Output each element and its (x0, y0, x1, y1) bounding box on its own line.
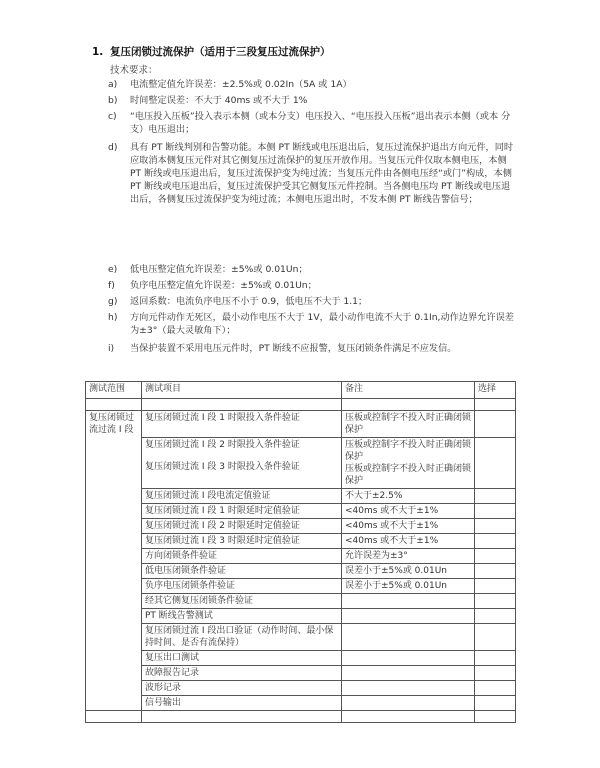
item-cell (142, 651, 342, 666)
note-cell (342, 438, 475, 489)
select-cell[interactable] (475, 504, 516, 519)
table-row (86, 651, 516, 666)
note-line: 压板或控制字不投入时正确闭锁保护 (345, 464, 472, 486)
requirement-label: g) (108, 296, 118, 307)
tech-requirements-label: 技术要求： (110, 65, 158, 76)
item-line: 复压闭锁过流 I 段 1 时限投入条件验证 (145, 413, 300, 423)
requirement-text: 电流整定值允许误差：±2.5%或 0.02In（5A 或 1A） (130, 79, 352, 90)
section-number: 1. (92, 46, 104, 58)
item-cell (142, 609, 342, 624)
item-line: 复压闭锁过流 I 段 2 时限延时定值验证 (145, 521, 300, 531)
table-row (86, 489, 516, 504)
item-cell (142, 681, 342, 696)
note-cell (342, 549, 475, 564)
item-line: 经其它侧复压闭锁条件验证 (145, 596, 254, 606)
requirement-text: 当保护装置不采用电压元件时，PT 断线不应报警，复压闭锁条件满足不应发信。 (130, 343, 457, 354)
note-line: 压板或控制字不投入时正确闭锁保护 (345, 440, 472, 462)
item-cell (142, 579, 342, 594)
note-cell (342, 489, 475, 504)
requirement-label: h) (108, 312, 118, 323)
note-cell (342, 519, 475, 534)
section-heading (92, 44, 331, 59)
select-cell[interactable] (475, 624, 516, 651)
note-cell (342, 666, 475, 681)
blank-row (86, 399, 516, 411)
requirement-label: d) (108, 142, 118, 153)
note-cell (342, 624, 475, 651)
select-cell[interactable] (475, 579, 516, 594)
table-row (86, 519, 516, 534)
note-line: 误差小于±5%或 0.01Un (345, 581, 448, 591)
note-cell (342, 504, 475, 519)
item-cell (142, 696, 342, 711)
select-cell[interactable] (475, 438, 516, 489)
requirement-text: 时间整定误差：不大于 40ms 或不大于 1% (130, 95, 308, 106)
item-cell (142, 549, 342, 564)
select-cell[interactable] (475, 489, 516, 504)
note-cell (342, 609, 475, 624)
select-cell[interactable] (475, 681, 516, 696)
header-item: 测试项目 (142, 382, 342, 399)
item-cell (142, 624, 342, 651)
note-line: <40ms 或不大于±1% (345, 536, 439, 546)
item-line: 复压闭锁过流 I 段电流定值验证 (145, 491, 271, 501)
test-items-table (85, 381, 516, 723)
requirement-label: e) (108, 264, 118, 275)
note-line: 不大于±2.5% (345, 491, 403, 501)
item-line: PT 断线告警测试 (145, 611, 213, 621)
table-header-row (86, 382, 516, 399)
item-line: 负序电压闭锁条件验证 (145, 581, 236, 591)
table-row (86, 534, 516, 549)
table-row (86, 549, 516, 564)
select-cell[interactable] (475, 594, 516, 609)
select-cell[interactable] (475, 564, 516, 579)
item-cell (142, 666, 342, 681)
requirement-text: 负序电压整定值允许误差：±5%或 0.01Un； (130, 280, 317, 291)
table-row (86, 504, 516, 519)
item-cell (142, 519, 342, 534)
table-row (86, 681, 516, 696)
note-cell (342, 534, 475, 549)
table-row (86, 438, 516, 489)
table-row (86, 624, 516, 651)
select-cell[interactable] (475, 609, 516, 624)
table-row (86, 411, 516, 438)
requirement-label: b) (108, 95, 118, 106)
item-cell (142, 411, 342, 438)
item-line: 复压闭锁过流 I 段 1 时限延时定值验证 (145, 506, 300, 516)
scope-cell: 复压闭锁过流过流 I 段 (86, 411, 142, 711)
note-line: 误差小于±5%或 0.01Un (345, 566, 448, 576)
requirement-text: 具有 PT 断线判别和告警功能。本侧 PT 断线或电压退出后，复压过流保护退出方向元件，同时应取消本侧复压元件对其它侧复压过流保护的复压开放作用。当复压元件仅取本侧电压，本侧 PT 断线或电压退出后，复压过流保护变为纯过流；当复压元件由各侧电压经“或门”构成，本侧 PT 断线或电压退出后，复压过流保护受其它侧复压元件控制。当各侧电压均 PT 断线或电压退出后，各侧复压过流保护变为纯过流；本侧电压退出时，不发本侧 PT 断线告警信号； (130, 142, 514, 205)
note-cell (342, 579, 475, 594)
select-cell[interactable] (475, 666, 516, 681)
table-row (86, 594, 516, 609)
item-line: 低电压闭锁条件验证 (145, 566, 227, 576)
note-cell (342, 564, 475, 579)
note-cell (342, 696, 475, 711)
note-cell (342, 681, 475, 696)
requirement-text: 返回系数：电流负序电压不小于 0.9，低电压不大于 1.1； (130, 296, 368, 307)
item-cell (142, 534, 342, 549)
note-line: 压板或控制字不投入时正确闭锁保护 (345, 413, 472, 435)
item-cell (142, 504, 342, 519)
select-cell[interactable] (475, 534, 516, 549)
table-row (86, 564, 516, 579)
note-cell (342, 651, 475, 666)
header-note: 备注 (342, 382, 475, 399)
table-row (86, 609, 516, 624)
item-cell (142, 594, 342, 609)
note-line: 允许误差为±3° (345, 551, 408, 561)
requirement-text: 方向元件动作无死区，最小动作电压不大于 1V，最小动作电流不大于 0.1In,动作边界允许误差为±3°（最大灵敏角下）； (130, 312, 514, 336)
item-line: 波形记录 (145, 683, 182, 693)
requirement-text: “电压投入压板”投入表示本侧（或本分支）电压投入、“电压投入压板”退出表示本侧（或本 分支）电压退出； (130, 111, 511, 135)
select-cell[interactable] (475, 411, 516, 438)
item-line: 复压闭锁过流 I 段出口验证（动作时间、最小保持时间、是否有流保持） (145, 626, 334, 648)
requirement-label: i) (108, 343, 115, 354)
item-cell (142, 438, 342, 489)
note-cell (342, 411, 475, 438)
note-line: <40ms 或不大于±1% (345, 506, 439, 516)
requirement-label: a) (108, 79, 118, 90)
select-cell[interactable] (475, 651, 516, 666)
note-line: <40ms 或不大于±1% (345, 521, 439, 531)
item-line: 方向闭锁条件验证 (145, 551, 218, 561)
item-line: 复压闭锁过流 I 段 2 时限投入条件验证 (145, 440, 300, 450)
item-line: 复压出口测试 (145, 653, 200, 663)
item-cell (142, 489, 342, 504)
item-line: 信号输出 (145, 698, 182, 708)
requirement-label: c) (108, 111, 117, 122)
header-scope: 测试范围 (86, 382, 142, 399)
item-line: 复压闭锁过流 I 段 3 时限延时定值验证 (145, 536, 300, 546)
select-cell[interactable] (475, 696, 516, 711)
item-cell (142, 564, 342, 579)
table-row (86, 696, 516, 711)
table-row (86, 579, 516, 594)
requirement-label: f) (108, 280, 115, 291)
select-cell[interactable] (475, 519, 516, 534)
blank-row (86, 711, 516, 723)
header-select: 选择 (475, 382, 516, 399)
item-line: 复压闭锁过流 I 段 3 时限投入条件验证 (145, 462, 300, 472)
table-row (86, 666, 516, 681)
note-cell (342, 594, 475, 609)
select-cell[interactable] (475, 549, 516, 564)
item-line: 故障报告记录 (145, 668, 200, 678)
section-title: 复压闭锁过流保护（适用于三段复压过流保护） (110, 46, 331, 58)
requirement-text: 低电压整定值允许误差：±5%或 0.01Un； (130, 264, 308, 275)
